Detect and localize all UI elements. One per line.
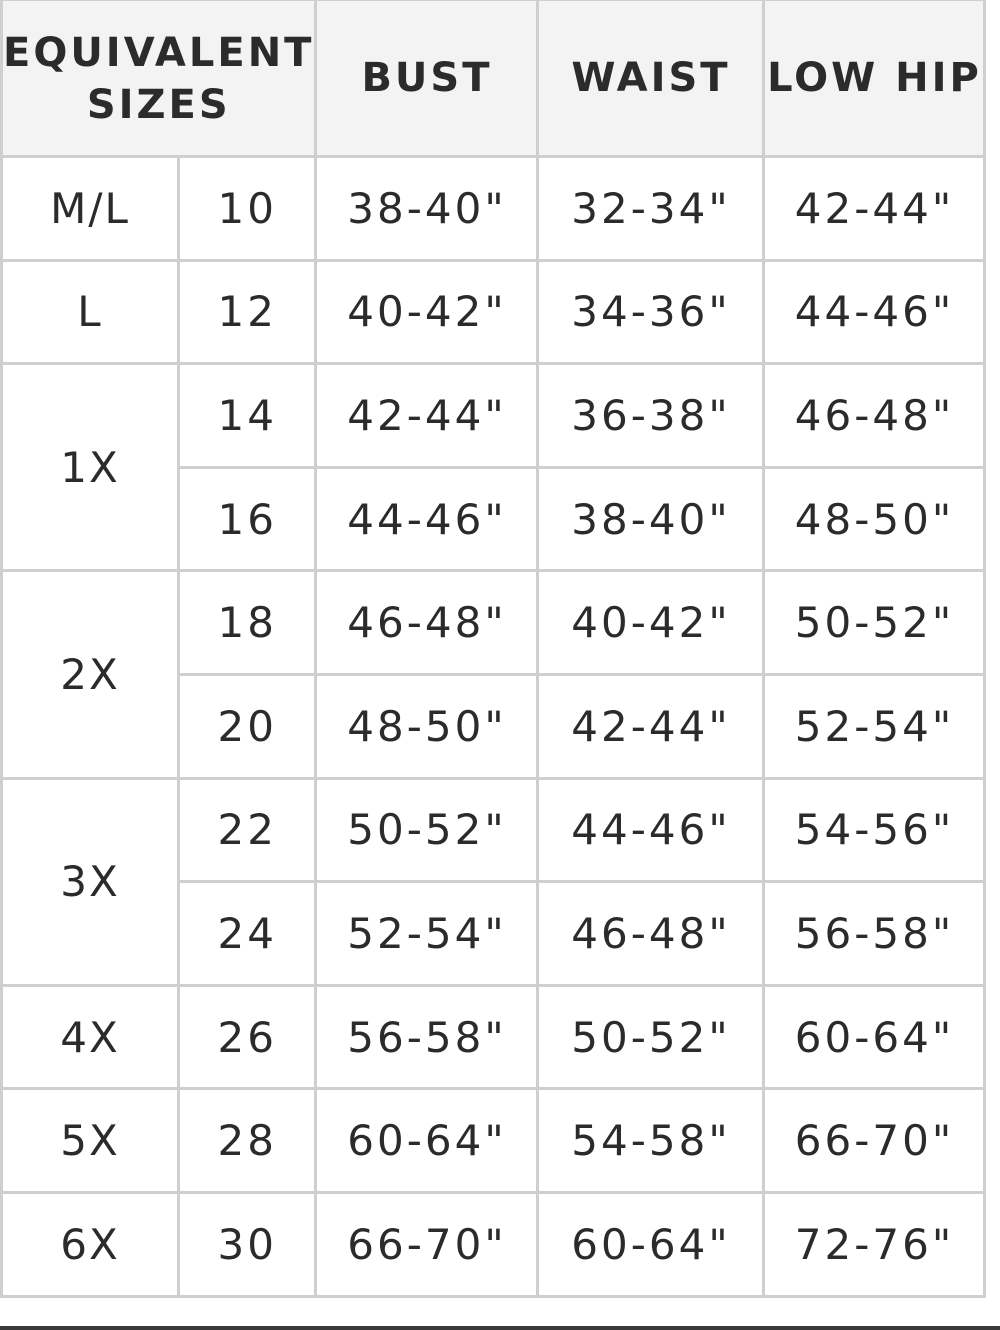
bust-cell: 46-48" (316, 571, 538, 675)
low-hip-cell: 72-76" (764, 1192, 985, 1296)
header-equivalent-line1: EQUIVALENT (3, 30, 315, 76)
waist-cell: 50-52" (538, 985, 764, 1089)
numeric-size-cell: 24 (178, 882, 316, 986)
bust-cell: 52-54" (316, 882, 538, 986)
size-label-cell: M/L (2, 157, 179, 261)
bottom-divider (0, 1326, 1000, 1330)
numeric-size-cell: 28 (178, 1089, 316, 1193)
table-row (2, 1192, 985, 1296)
bust-cell: 44-46" (316, 467, 538, 571)
bust-cell: 42-44" (316, 364, 538, 468)
low-hip-cell: 46-48" (764, 364, 985, 468)
header-waist: WAIST (538, 0, 764, 157)
size-label-cell: 4X (2, 985, 179, 1089)
table-row (2, 260, 985, 364)
size-label-cell: L (2, 260, 179, 364)
waist-cell: 40-42" (538, 571, 764, 675)
numeric-size-cell: 16 (178, 467, 316, 571)
numeric-size-cell: 12 (178, 260, 316, 364)
waist-cell: 34-36" (538, 260, 764, 364)
low-hip-cell: 66-70" (764, 1089, 985, 1193)
waist-cell: 44-46" (538, 778, 764, 882)
low-hip-cell: 44-46" (764, 260, 985, 364)
size-label-cell: 6X (2, 1192, 179, 1296)
bust-cell: 56-58" (316, 985, 538, 1089)
table-row (2, 364, 985, 468)
size-label-cell: 2X (2, 571, 179, 778)
table-row (2, 157, 985, 261)
table-row (2, 778, 985, 882)
numeric-size-cell: 18 (178, 571, 316, 675)
low-hip-cell: 42-44" (764, 157, 985, 261)
table-row (2, 1089, 985, 1193)
waist-cell: 46-48" (538, 882, 764, 986)
bust-cell: 40-42" (316, 260, 538, 364)
numeric-size-cell: 30 (178, 1192, 316, 1296)
bust-cell: 48-50" (316, 674, 538, 778)
waist-cell: 42-44" (538, 674, 764, 778)
bust-cell: 60-64" (316, 1089, 538, 1193)
numeric-size-cell: 20 (178, 674, 316, 778)
low-hip-cell: 56-58" (764, 882, 985, 986)
numeric-size-cell: 14 (178, 364, 316, 468)
bust-cell: 50-52" (316, 778, 538, 882)
bust-cell: 66-70" (316, 1192, 538, 1296)
table-row (2, 985, 985, 1089)
size-label-cell: 3X (2, 778, 179, 985)
header-equivalent-sizes (2, 0, 316, 157)
size-label-cell: 1X (2, 364, 179, 571)
low-hip-cell: 60-64" (764, 985, 985, 1089)
waist-cell: 36-38" (538, 364, 764, 468)
low-hip-cell: 52-54" (764, 674, 985, 778)
low-hip-cell: 50-52" (764, 571, 985, 675)
waist-cell: 54-58" (538, 1089, 764, 1193)
header-low-hip: LOW HIP (764, 0, 985, 157)
header-equivalent-line2: SIZES (86, 82, 231, 128)
numeric-size-cell: 22 (178, 778, 316, 882)
table-row (2, 571, 985, 675)
waist-cell: 38-40" (538, 467, 764, 571)
bust-cell: 38-40" (316, 157, 538, 261)
waist-cell: 60-64" (538, 1192, 764, 1296)
size-label-cell: 5X (2, 1089, 179, 1193)
low-hip-cell: 48-50" (764, 467, 985, 571)
header-row (2, 0, 985, 157)
header-bust: BUST (316, 0, 538, 157)
low-hip-cell: 54-56" (764, 778, 985, 882)
numeric-size-cell: 26 (178, 985, 316, 1089)
numeric-size-cell: 10 (178, 157, 316, 261)
waist-cell: 32-34" (538, 157, 764, 261)
